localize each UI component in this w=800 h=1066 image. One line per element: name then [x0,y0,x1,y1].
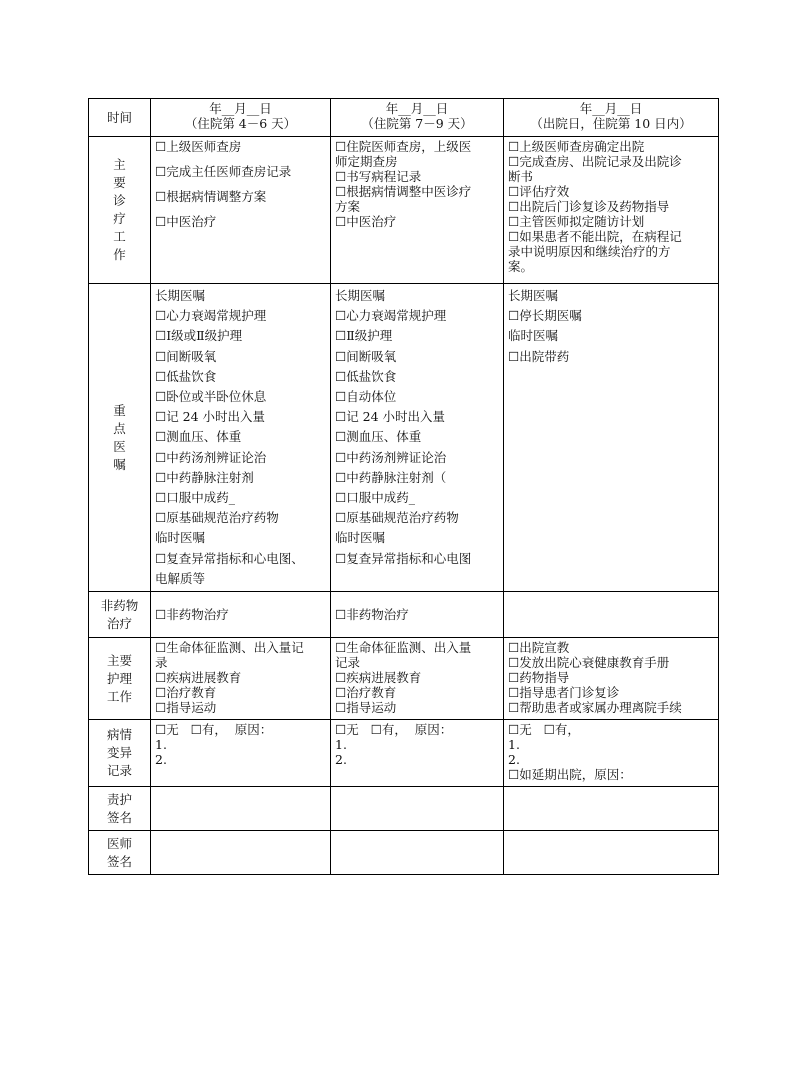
text-line: 1. [155,737,167,753]
checkbox-item[interactable]: ☐口服中成药_ [155,490,235,506]
checkbox-item[interactable]: ☐无 ☐有， 原因： [155,722,273,738]
checkbox-item[interactable]: ☐如果患者不能出院，在病程记 [508,229,682,244]
text-line: 电解质等 [155,570,206,586]
variance-col2 [331,720,504,787]
checkbox-item[interactable]: ☐低盐饮食 [155,368,217,384]
checkbox-item[interactable]: ☐无 ☐有， 原因： [335,722,453,738]
nurse-sign-row [89,787,719,831]
orders-col2 [331,284,504,592]
checkbox-item[interactable]: ☐出院后门诊复诊及药物指导 [508,199,670,214]
text-line: 记录 [335,655,361,671]
checkbox-item[interactable]: ☐生命体征监测、出入量记 [155,640,304,656]
section-heading: 临时医嘱 [335,530,386,546]
text-line: 录 [155,655,168,671]
nondrug-row [89,592,719,638]
nondrug-col2 [331,592,504,638]
checkbox-item[interactable]: ☐指导运动 [155,700,217,716]
checkbox-item[interactable]: ☐心力衰竭常规护理 [335,308,447,324]
checkbox-item[interactable]: ☐根据病情调整中医诊疗 [335,184,472,199]
text-line: 师定期查房 [335,154,398,169]
checkbox-item[interactable]: ☐生命体征监测、出入量 [335,640,472,656]
time-label: 时间 [89,99,151,137]
col3-header [504,99,719,137]
checkbox-item[interactable]: ☐原基础规范治疗药物 [155,510,279,526]
nondrug-col1 [151,592,331,638]
clinical-pathway-table [88,98,719,875]
checkbox-item[interactable]: ☐根据病情调整方案 [155,189,267,204]
checkbox-item[interactable]: ☐完成查房、出院记录及出院诊 [508,154,682,169]
checkbox-item[interactable]: ☐低盐饮食 [335,368,397,384]
diagnosis-col3 [504,137,719,284]
variance-row [89,720,719,787]
text-line: 2. [335,752,347,768]
text-line: 方案 [335,199,361,214]
header-row [89,99,719,137]
checkbox-item[interactable]: ☐间断吸氧 [155,348,217,364]
diagnosis-row [89,137,719,284]
orders-col1 [151,284,331,592]
checkbox-item[interactable]: ☐卧位或半卧位休息 [155,389,267,405]
checkbox-item[interactable]: ☐中医治疗 [335,214,397,229]
checkbox-item[interactable]: ☐无 ☐有， [508,722,580,738]
checkbox-item[interactable]: ☐非药物治疗 [335,607,409,623]
checkbox-item[interactable]: ☐疾病进展教育 [155,670,242,686]
text-line: 1. [335,737,347,753]
checkbox-item[interactable]: ☐帮助患者或家属办理离院手续 [508,700,682,716]
orders-row [89,284,719,592]
checkbox-item[interactable]: ☐疾病进展教育 [335,670,422,686]
nursing-col1 [151,638,331,720]
checkbox-item[interactable]: ☐测血压、体重 [155,429,242,445]
nurse-sign-label: 责护 签名 [89,787,151,831]
checkbox-item[interactable]: ☐出院带药 [508,348,570,364]
section-heading: 临时医嘱 [508,328,559,344]
checkbox-item[interactable]: ☐Ⅰ级或Ⅱ级护理 [155,328,243,344]
nursing-col2 [331,638,504,720]
checkbox-item[interactable]: ☐记 24 小时出入量 [335,409,446,425]
nondrug-col3 [504,592,719,638]
checkbox-item[interactable]: ☐Ⅱ级护理 [335,328,393,344]
nondrug-label: 非药物 治疗 [89,592,151,638]
checkbox-item[interactable]: ☐治疗教育 [335,685,397,701]
checkbox-item[interactable]: ☐中药静脉注射剂（ [335,469,447,485]
checkbox-item[interactable]: ☐指导运动 [335,700,397,716]
checkbox-item[interactable]: ☐治疗教育 [155,685,217,701]
checkbox-item[interactable]: ☐完成主任医师查房记录 [155,164,292,179]
checkbox-item[interactable]: ☐中药汤剂辨证论治 [335,449,447,465]
orders-label: 重 点 医 嘱 [89,284,151,592]
variance-col3 [504,720,719,787]
section-heading: 长期医嘱 [335,288,386,303]
checkbox-item[interactable]: ☐主管医师拟定随访计划 [508,214,645,229]
section-heading: 长期医嘱 [508,288,559,303]
orders-col3 [504,284,719,592]
checkbox-item[interactable]: ☐如延期出院，原因： [508,767,632,783]
col1-header [151,99,331,137]
checkbox-item[interactable]: ☐非药物治疗 [155,607,229,623]
section-heading: 临时医嘱 [155,530,206,546]
checkbox-item[interactable]: ☐发放出院心衰健康教育手册 [508,655,670,671]
doctor-sign-col2[interactable] [331,831,504,875]
nursing-col3 [504,638,719,720]
checkbox-item[interactable]: ☐心力衰竭常规护理 [155,308,267,324]
nurse-sign-col2[interactable] [331,787,504,831]
doctor-sign-row [89,831,719,875]
nurse-sign-col1[interactable] [151,787,331,831]
checkbox-item[interactable]: ☐评估疗效 [508,184,570,199]
text-line: 案。 [508,259,534,274]
col2-header [331,99,504,137]
diagnosis-label: 主 要 诊 疗 工 作 [89,137,151,284]
text-line: 录中说明原因和继续治疗的方 [508,244,671,259]
checkbox-item[interactable]: ☐停长期医嘱 [508,308,582,324]
text-line: 2. [508,752,520,768]
col2-date: 年__月__日 [385,101,449,116]
checkbox-item[interactable]: ☐书写病程记录 [335,169,422,184]
doctor-sign-col3[interactable] [504,831,719,875]
checkbox-item[interactable]: ☐出院宣教 [508,640,570,656]
variance-col1 [151,720,331,787]
checkbox-item[interactable]: ☐指导患者门诊复诊 [508,685,620,701]
text-line: 2. [155,752,167,768]
checkbox-item[interactable]: ☐中药静脉注射剂 [155,469,254,485]
text-line: 1. [508,737,520,753]
checkbox-item[interactable]: ☐中药汤剂辨证论治 [155,449,267,465]
col2-subtitle: （住院第 7－9 天） [361,116,473,131]
col1-subtitle: （住院第 4－6 天） [184,116,297,131]
col1-date: 年__月__日 [209,101,272,116]
checkbox-item[interactable]: ☐口服中成药_ [335,490,415,506]
diagnosis-col2 [331,137,504,284]
nursing-label: 主要 护理 工作 [89,638,151,720]
checkbox-item[interactable]: ☐上级医师查房 [155,139,242,154]
col3-date: 年__月__日 [579,101,643,116]
checkbox-item[interactable]: ☐原基础规范治疗药物 [335,510,459,526]
checkbox-item[interactable]: ☐药物指导 [508,670,570,686]
section-heading: 长期医嘱 [155,288,206,303]
checkbox-item[interactable]: ☐记 24 小时出入量 [155,409,266,425]
doctor-sign-col1[interactable] [151,831,331,875]
text-line: 断书 [508,169,534,184]
nursing-row [89,638,719,720]
checkbox-item[interactable]: ☐上级医师查房确定出院 [508,139,645,154]
checkbox-item[interactable]: ☐住院医师查房，上级医 [335,139,472,154]
checkbox-item[interactable]: ☐复查异常指标和心电图 [335,550,472,566]
checkbox-item[interactable]: ☐间断吸氧 [335,348,397,364]
doctor-sign-label: 医师 签名 [89,831,151,875]
diagnosis-col1 [151,137,331,284]
checkbox-item[interactable]: ☐自动体位 [335,389,397,405]
variance-label: 病情 变异 记录 [89,720,151,787]
checkbox-item[interactable]: ☐测血压、体重 [335,429,422,445]
checkbox-item[interactable]: ☐中医治疗 [155,214,217,229]
nurse-sign-col3[interactable] [504,787,719,831]
col3-subtitle: （出院日，住院第 10 日内） [530,116,692,131]
checkbox-item[interactable]: ☐复查异常指标和心电图、 [155,550,304,566]
